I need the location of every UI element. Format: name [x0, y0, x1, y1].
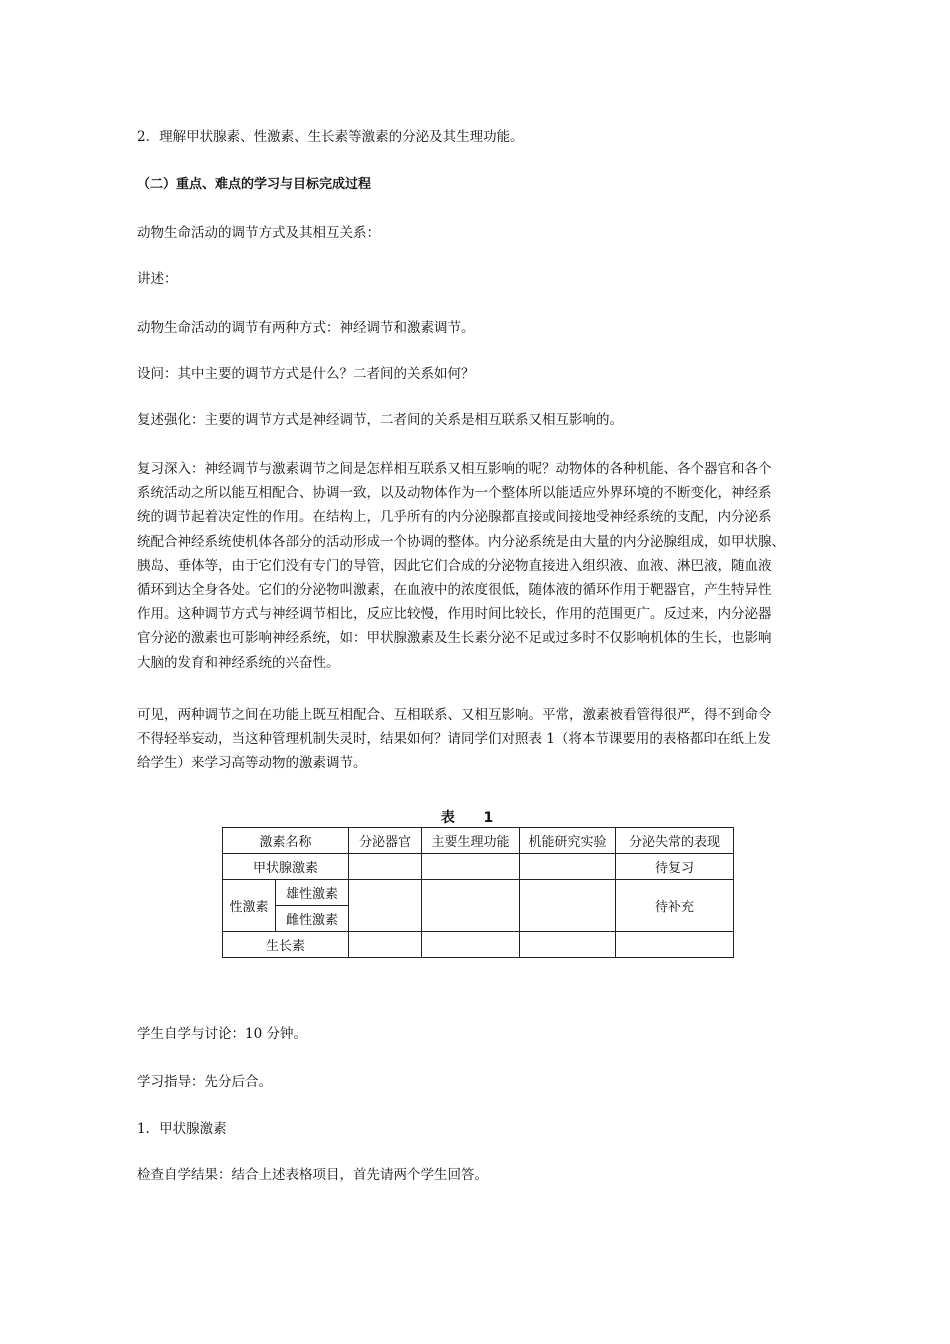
- table-cell: [616, 932, 734, 958]
- table-cell: [520, 854, 616, 880]
- conclusion-line: 给学生）来学习高等动物的激素调节。: [137, 755, 367, 772]
- check-line: 检查自学结果：结合上述表格项目，首先请两个学生回答。: [137, 1167, 488, 1183]
- table-cell: [520, 932, 616, 958]
- topic-line: 动物生命活动的调节方式及其相互关系：: [137, 225, 380, 241]
- note-supplement: 待补充: [616, 880, 734, 932]
- review-line: 复习深入：神经调节与激素调节之间是怎样相互联系又相互影响的呢？动物体的各种机能、各个器官和各个: [137, 461, 772, 477]
- guidance-line: 学习指导：先分后合。: [137, 1074, 272, 1090]
- table-cell: [349, 880, 422, 932]
- row-sex-hormone: 性激素: [223, 880, 276, 932]
- hormone-table: [222, 827, 734, 958]
- narration-label: 讲述：: [137, 271, 178, 287]
- review-line: 统的调节起着决定性的作用。在结构上，几乎所有的内分泌腺都直接或间接地受神经系统的支配，内分泌系: [137, 509, 772, 526]
- review-line: 循环到达全身各处。它们的分泌物叫激素，在血液中的浓度很低，随体液的循环作用于靶器官，产生特异性: [137, 582, 772, 599]
- self-study-line: 学生自学与讨论：10 分钟。: [137, 1026, 307, 1042]
- review-line: 大脑的发育和神经系统的兴奋性。: [137, 654, 340, 671]
- table-row: [223, 932, 734, 958]
- table-cell: [349, 854, 422, 880]
- header-secreting-organ: 分泌器官: [349, 828, 422, 854]
- regulation-modes: 动物生命活动的调节有两种方式：神经调节和激素调节。: [137, 320, 475, 336]
- header-research-experiment: 机能研究实验: [520, 828, 616, 854]
- table-cell: [422, 854, 520, 880]
- header-main-function: 主要生理功能: [422, 828, 520, 854]
- section-heading: （二）重点、难点的学习与目标完成过程: [137, 177, 372, 192]
- conclusion-paragraph: [137, 703, 817, 776]
- review-line: 系统活动之所以能互相配合、协调一致，以及动物体作为一个整体所以能适应外界环境的不断变化，神经系: [137, 485, 772, 502]
- thyroid-heading: 1．甲状腺激素: [137, 1121, 227, 1137]
- row-thyroid: 甲状腺激素: [223, 854, 349, 880]
- header-abnormal-secretion: 分泌失常的表现: [616, 828, 734, 854]
- conclusion-line: 不得轻举妄动，当这种管理机制失灵时，结果如何？请同学们对照表 1（将本节课要用的表格都印在纸上发: [137, 731, 771, 748]
- review-line: 作用。这种调节方式与神经调节相比，反应比较慢，作用时间比较长，作用的范围更广。反过来，内分泌器: [137, 606, 772, 623]
- table-header-row: [223, 828, 734, 854]
- header-hormone-name: 激素名称: [223, 828, 349, 854]
- table-cell: [422, 880, 520, 932]
- table-cell: [349, 932, 422, 958]
- table-row: [223, 880, 734, 906]
- table-row: [223, 854, 734, 880]
- row-female-hormone: 雌性激素: [276, 906, 349, 932]
- review-line: 胰岛、垂体等，由于它们没有专门的导管，因此它们合成的分泌物直接进入组织液、血液、淋巴液，随血液: [137, 557, 772, 574]
- objective-2: 2．理解甲状腺素、性激素、生长素等激素的分泌及其生理功能。: [137, 129, 524, 145]
- table-cell: [422, 932, 520, 958]
- note-review: 待复习: [616, 854, 734, 880]
- review-paragraph: [137, 457, 817, 675]
- review-line: 官分泌的激素也可影响神经系统，如：甲状腺激素及生长素分泌不足或过多时不仅影响机体的生长，也影响: [137, 630, 772, 647]
- row-growth-hormone: 生长素: [223, 932, 349, 958]
- table-title: 表 1: [440, 810, 506, 826]
- review-line: 统配合神经系统使机体各部分的活动形成一个协调的整体。内分泌系统是由大量的内分泌腺组成，如甲状腺、: [137, 533, 785, 550]
- row-male-hormone: 雄性激素: [276, 880, 349, 906]
- reinforcement-line: 复述强化：主要的调节方式是神经调节，二者间的关系是相互联系又相互影响的。: [137, 412, 623, 428]
- question-line: 设问：其中主要的调节方式是什么？二者间的关系如何？: [137, 366, 475, 382]
- table-cell: [520, 880, 616, 932]
- conclusion-line: 可见，两种调节之间在功能上既互相配合、互相联系、又相互影响。平常，激素被看管得很严，得不到命令: [137, 707, 772, 723]
